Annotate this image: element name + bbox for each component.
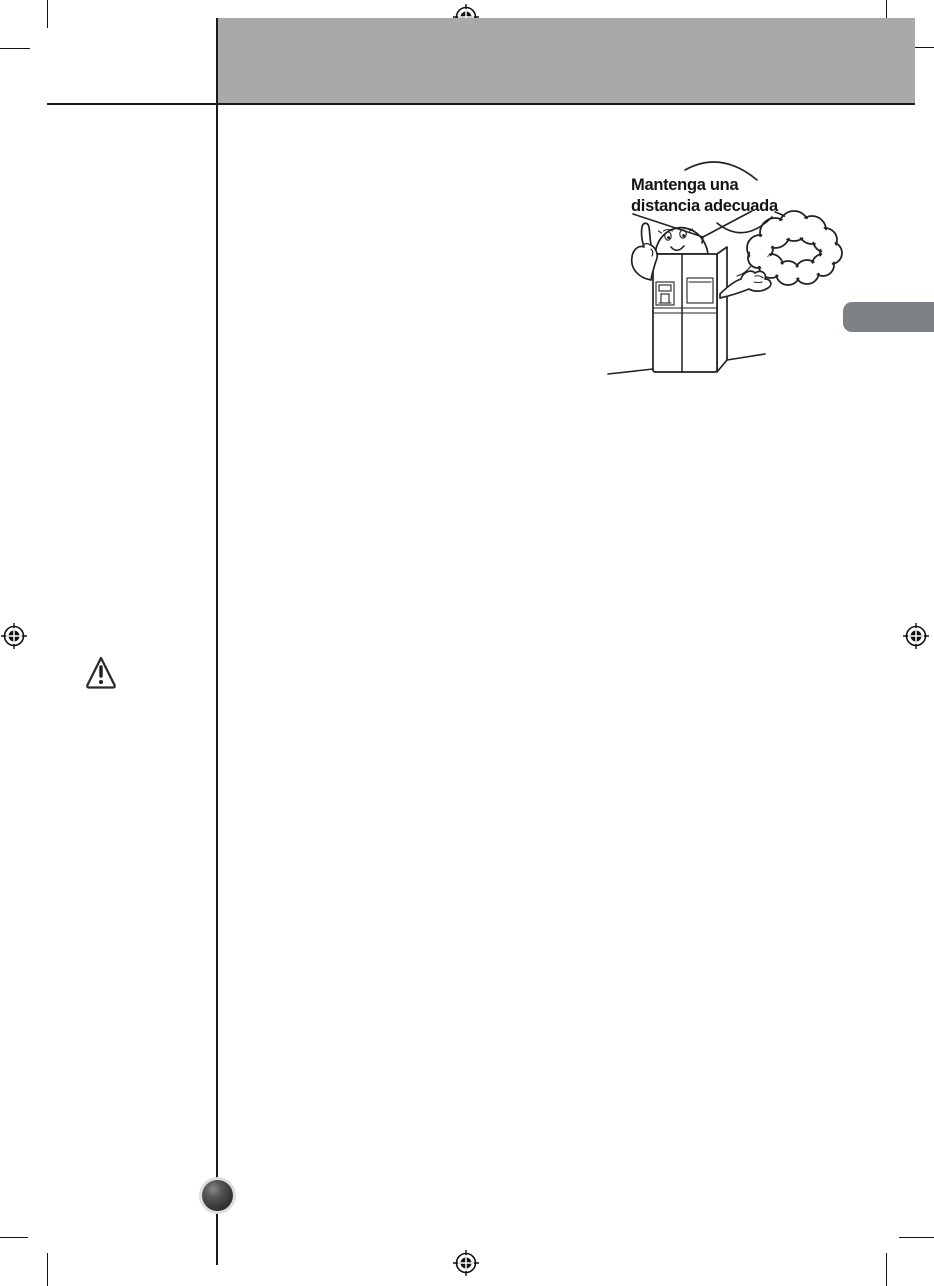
speech-caption-line2: distancia adecuada: [631, 197, 778, 215]
speech-caption: [631, 176, 779, 215]
registration-mark-icon-left: [1, 623, 27, 649]
fridge-body: [653, 247, 727, 372]
crop-mark-bottom-right-h: [899, 1237, 934, 1239]
header-banner: [217, 18, 915, 104]
page-number-sphere: [202, 1180, 233, 1211]
header-rule: [47, 103, 915, 105]
crop-mark-top-left-v: [47, 0, 49, 28]
fridge-illustration: [605, 148, 845, 393]
crop-mark-bottom-left-v: [47, 1253, 49, 1286]
crop-mark-bottom-left-h: [0, 1237, 28, 1239]
margin-rule: [216, 18, 218, 1265]
registration-mark-icon-bottom: [453, 1250, 479, 1276]
caution-icon: [84, 654, 118, 692]
speech-caption-line1: Mantenga una: [631, 176, 739, 194]
crop-mark-top-left-h: [0, 48, 30, 50]
crop-mark-bottom-right-v: [886, 1253, 888, 1286]
fridge-left-arm: [632, 223, 657, 280]
section-tab: [843, 302, 934, 332]
fridge-head: [655, 228, 708, 254]
registration-mark-icon-right: [903, 623, 929, 649]
